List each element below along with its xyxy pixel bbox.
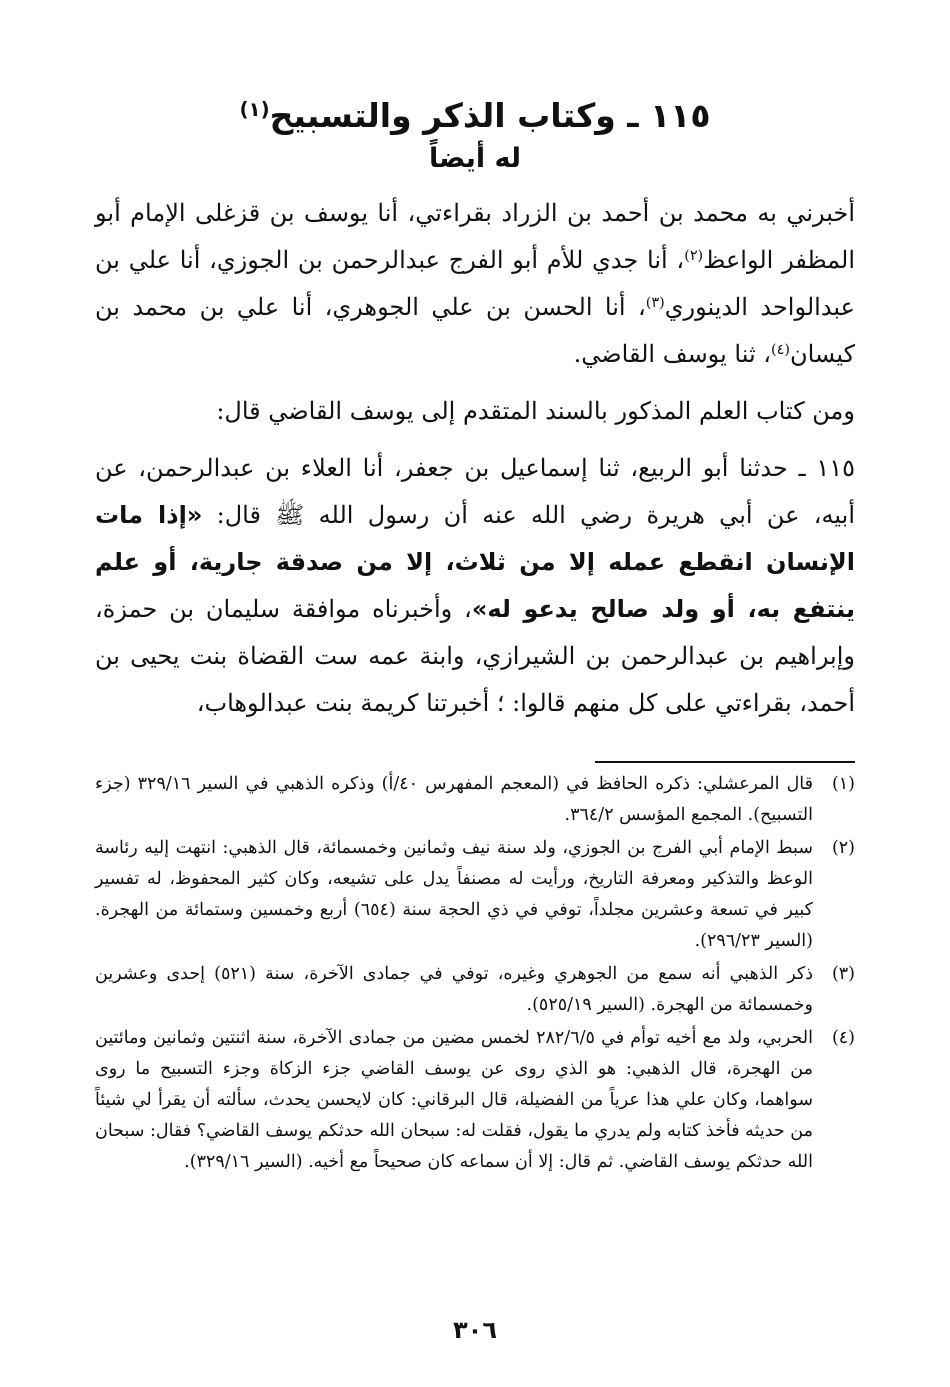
footnote-number: (٢) [831,838,855,858]
footnote-text: قال المرعشلي: ذكره الحافظ في (المعجم المفهرس ٤٠/أ) وذكره الذهبي في السير ٣٢٩/١٦ (جزء التسبيح). المجمع المؤسس ٣٦٤/٢. [95,774,814,825]
footnote-text: سبط الإمام أبي الفرج بن الجوزي، ولد سنة نيف وثمانين وخمسمائة، قال الذهبي: انتهت إليه رئاسة الوعظ والتذكير ومعرفة التاريخ، ورأيت له مصنفاً يدل على تشيعه، وكان كثير المحفوظ، له تفسير كبير في تسعة وعشرين مجلداً، توفي في ذي الحجة سنة (٦٥٤) أربع وخمسين وستمائة من الهجرة. (السير ٢٩٦/٢٣). [95,838,814,951]
footnote-number: (١) [831,774,855,794]
footnote [95,1023,855,1178]
footnote-ref: (٤) [771,342,790,359]
footnote-ref: (٢) [684,248,704,265]
footnote-ref: (٣) [645,295,665,312]
isnad-text: ، أنا جدي للأم أبو الفرج عبدالرحمن بن الجوزي، أنا علي بن عبدالواحد الدينوري [95,246,855,321]
hadith-chain: ١١٥ ـ حدثنا أبو الربيع، ثنا إسماعيل بن جعفر، أنا العلاء بن عبدالرحمن، عن أبيه، عن أبي هريرة رضي الله عنه أن رسول الله ﷺ قال: [95,454,856,529]
chapter-subtitle: له أيضاً [428,143,522,174]
footnote-ref: (١) [239,98,270,122]
footnotes [95,769,855,1178]
footnote-number: (٣) [831,964,855,984]
footnote-text: الحربي، ولد مع أخيه توأم في ٢٨٢/٦/٥ لخمس مضين من جمادى الآخرة، سنة اثنتين وثمانين ومائتين من الهجرة، قال الذهبي: هو الذي روى عن يوسف القاضي جزء الزكاة وجزء التسبيح ما روى سواهما، وكان علي هذا عرياً من الفضيلة، قال البرقاني: كان لايحسن يحدث، سألته أن يقرأ لي شيئاً من حديثه فأخذ كتابه ولم يدري ما يقول، فقلت له: سبحان الله حدثكم يوسف القاضي؟ فقال: سبحان الله حدثكم يوسف القاضي. ثم قال: إلا أن سماعه كان صحيحاً مع أخيه. (السير ٣٢٩/١٦). [95,1028,813,1172]
footnote [95,769,855,831]
footnote [95,833,855,957]
page-body [95,92,855,1180]
footnote-number: (٤) [831,1028,855,1048]
page-number: ٣٠٦ [453,1316,497,1344]
isnad-text: أخبرني به محمد بن أحمد بن الزراد بقراءتي، أنا يوسف بن قزغلى الإمام أبو المظفر الواعظ [95,199,856,274]
hadith-paragraph [95,445,855,727]
isnad-paragraph [95,190,855,378]
isnad-text: ، أنا الحسن بن علي الجوهري، أنا علي بن محمد بن كيسان [95,293,855,368]
chapter-title [95,92,855,140]
hadith-text: «إذا مات الإنسان انقطع عمله إلا من ثلاث، إلا من صدقة جارية، أو علم ينتفع به، أو ولد صالح يدعو له» [95,501,855,623]
footnote-text: ذكر الذهبي أنه سمع من الجوهري وغيره، توفي في جمادى الآخرة، سنة (٥٢١) إحدى وعشرين وخمسمائة من الهجرة. (السير ٥٢٥/١٩). [95,964,813,1015]
footnote [95,959,855,1021]
chapter-title-text: ١١٥ ـ وكتاب الذكر والتسبيح [269,96,711,135]
isnad-text: ، ثنا يوسف القاضي. [573,340,771,368]
intro-paragraph: ومن كتاب العلم المذكور بالسند المتقدم إلى يوسف القاضي قال: [216,397,855,425]
hadith-continuation: ، وأخبرناه موافقة سليمان بن حمزة، وإبراهيم بن عبدالرحمن بن الشيرازي، وابنة عمه ست القضاة بنت يحيى بن أحمد، بقراءتي على كل منهم قالوا: ؛ أخبرتنا كريمة بنت عبدالوهاب، [95,595,855,717]
footnote-divider [595,761,855,763]
